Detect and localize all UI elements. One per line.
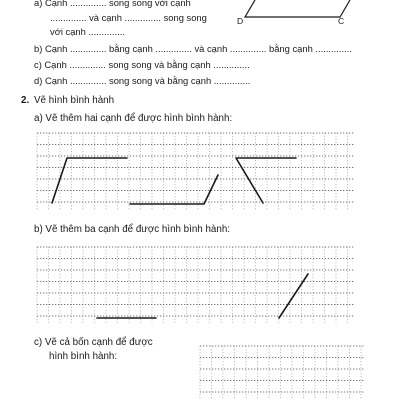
- ex2-part-c-label-1: c) Vẽ cả bốn cạnh để được: [34, 337, 153, 348]
- ex2-part-c-label-2: hình bình hành:: [49, 351, 118, 362]
- ex1-line-a2: .............. và cạnh .............. song song: [50, 12, 207, 23]
- ex2-number: 2.: [21, 95, 30, 106]
- vertex-d: D: [237, 16, 244, 26]
- ex2-part-b-label: b) Vẽ thêm ba cạnh để được hình bình hành:: [34, 224, 230, 235]
- ex1-line-a1: a) Cạnh .............. song song với cạnh: [34, 0, 191, 8]
- ex1-line-d: d) Cạnh .............. song song và bằng cạnh ..............: [34, 75, 251, 86]
- ex1-line-c: c) Cạnh .............. song song và bằng cạnh ..............: [34, 59, 250, 70]
- ex1-line-a3: với cạnh ..............: [50, 26, 125, 37]
- ex2-part-a-label: a) Vẽ thêm hai cạnh để được hình bình hành:: [34, 113, 233, 124]
- ex2-title: Vẽ hình bình hành: [34, 95, 115, 106]
- ex1-line-b: b) Cạnh .............. bằng cạnh .............. và cạnh .............. bằng cạnh ..............: [34, 43, 352, 54]
- vertex-c: C: [338, 16, 345, 26]
